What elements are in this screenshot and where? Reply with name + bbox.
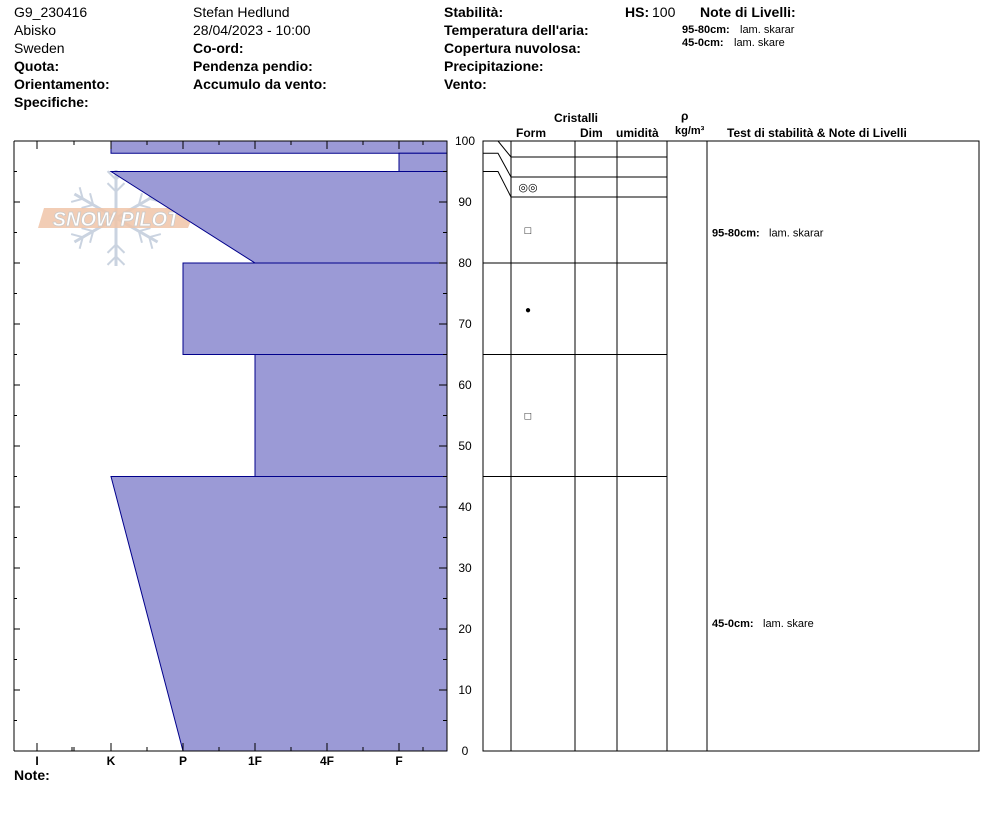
height-tick-label: 70 — [458, 317, 472, 331]
hardness-tick-label: 4F — [319, 754, 335, 768]
layer-note-text-2: lam. skare — [734, 37, 785, 49]
hardness-layer-5 — [255, 355, 447, 477]
site-id: G9_230416 — [14, 4, 88, 20]
stability-note-text: lam. skare — [763, 617, 814, 630]
stability-note-range: 45-0cm: — [712, 617, 754, 630]
grain-form-symbol: □ — [524, 410, 532, 423]
accumulo-label: Accumulo da vento: — [193, 76, 327, 92]
precipitazione-label: Precipitazione: — [444, 58, 544, 74]
rho-header: ρ — [681, 109, 689, 123]
hardness-tick-label: I — [35, 754, 39, 768]
layer-connector — [483, 172, 511, 198]
cristalli-header: Cristalli — [554, 111, 599, 125]
layer-connector — [483, 141, 511, 157]
vento-label: Vento: — [444, 76, 487, 92]
hardness-tick-label: P — [178, 754, 188, 768]
hardness-tick-label: F — [395, 754, 403, 768]
height-tick-label: 20 — [458, 622, 472, 636]
country: Sweden — [14, 40, 65, 56]
height-tick-label: 50 — [458, 439, 472, 453]
layer-note-text-1: lam. skarar — [740, 24, 795, 36]
grain-form-symbol: □ — [524, 225, 532, 237]
orientamento-label: Orientamento: — [14, 76, 110, 92]
note-livelli-label: Note di Livelli: — [700, 4, 796, 20]
datetime: 28/04/2023 - 10:00 — [193, 22, 311, 38]
height-tick-label: 60 — [458, 378, 472, 392]
copertura-label: Copertura nuvolosa: — [444, 40, 581, 56]
form-header: Form — [516, 126, 546, 140]
height-tick-label: 90 — [458, 195, 472, 209]
pendenza-label: Pendenza pendio: — [193, 58, 313, 74]
hs-value: 100 — [652, 4, 676, 20]
observer: Stefan Hedlund — [193, 4, 290, 20]
hs-label: HS: — [625, 4, 650, 20]
height-tick-label: 100 — [454, 134, 476, 148]
height-tick-label: 0 — [461, 744, 469, 758]
quota-label: Quota: — [14, 58, 60, 74]
location: Abisko — [14, 22, 57, 38]
hardness-layer-6 — [111, 477, 447, 752]
height-tick-label: 40 — [458, 500, 472, 514]
layer-note-range-1: 95-80cm: — [682, 24, 730, 36]
specifiche-label: Specifiche: — [14, 94, 89, 110]
grain-form-symbol: ● — [524, 304, 532, 316]
height-tick-label: 80 — [458, 256, 472, 270]
hardness-tick-label: K — [106, 754, 116, 768]
hardness-layer-4 — [183, 263, 447, 355]
hardness-layer-2 — [399, 153, 447, 171]
test-notes-header: Test di stabilità & Note di Livelli — [727, 126, 907, 140]
stability-note-range: 95-80cm: — [712, 227, 760, 240]
note-label: Note: — [14, 767, 50, 783]
hardness-tick-label: 1F — [247, 754, 263, 768]
watermark-text: SNOW PILOT — [52, 209, 180, 231]
layer-note-range-2: 45-0cm: — [682, 37, 724, 49]
umidita-header: umidità — [616, 126, 659, 140]
layer-connector — [483, 153, 511, 177]
density-unit-header: kg/m³ — [675, 125, 705, 137]
height-tick-label: 10 — [458, 683, 472, 697]
stability-note-text: lam. skarar — [769, 227, 824, 240]
stabilita-label: Stabilità: — [444, 4, 504, 20]
coord-label: Co-ord: — [193, 40, 244, 56]
height-tick-label: 30 — [458, 561, 472, 575]
hardness-layer-1 — [111, 141, 447, 153]
dim-header: Dim — [580, 126, 603, 140]
grain-form-symbol: ◎◎ — [518, 182, 538, 194]
temperatura-label: Temperatura dell'aria: — [444, 22, 589, 38]
